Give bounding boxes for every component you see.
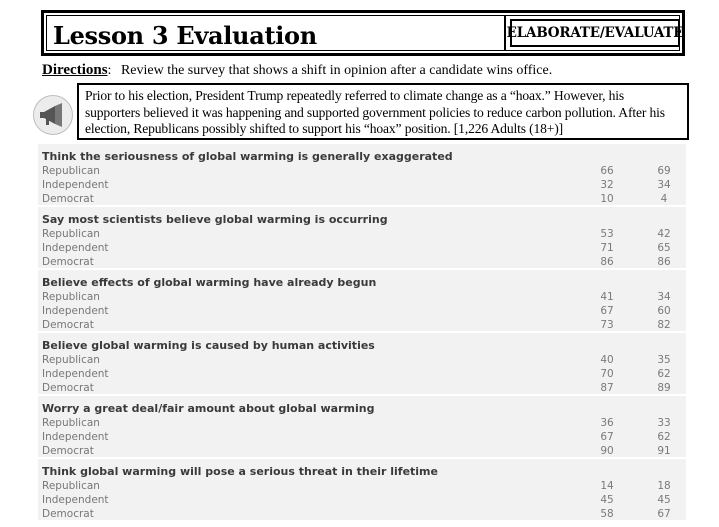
table-row — [38, 368, 686, 382]
table-row — [38, 382, 686, 396]
table-row — [38, 291, 686, 305]
table-row — [38, 179, 686, 193]
question-block — [38, 459, 686, 520]
before-value: 87 — [600, 382, 614, 394]
table-row — [38, 305, 686, 319]
after-value: 34 — [657, 291, 671, 303]
party-label: Democrat — [42, 319, 94, 331]
before-value: 41 — [600, 291, 614, 303]
after-value: 62 — [657, 431, 671, 443]
after-value: 34 — [657, 179, 671, 191]
header-frame — [46, 15, 684, 51]
party-label: Independent — [42, 179, 109, 191]
table-row — [38, 445, 686, 459]
before-value: 73 — [600, 319, 614, 331]
before-value: 90 — [600, 445, 614, 457]
question-title: Say most scientists believe global warming is occurring — [42, 213, 388, 226]
after-value: 4 — [660, 193, 668, 205]
after-value: 69 — [657, 165, 671, 177]
before-value: 71 — [600, 242, 614, 254]
question-title: Think the seriousness of global warming is generally exaggerated — [42, 150, 453, 163]
question-block — [38, 207, 686, 268]
party-label: Independent — [42, 242, 109, 254]
after-value: 60 — [657, 305, 671, 317]
page-title: Lesson 3 Evaluation — [53, 21, 317, 50]
before-value: 10 — [600, 193, 614, 205]
after-value: 42 — [657, 228, 671, 240]
question-block — [38, 144, 686, 205]
party-label: Republican — [42, 291, 100, 303]
before-value: 32 — [600, 179, 614, 191]
after-value: 89 — [657, 382, 671, 394]
context-box: Prior to his election, President Trump repeatedly referred to climate change as a “hoax.” However, his supporters believed it was happening and supported government policies to reduce carbon pollution. After his election, Republicans possibly shifted to support his “hoax” position. [1,226 Adults (18+)] — [77, 83, 689, 140]
party-label: Democrat — [42, 193, 94, 205]
party-label: Independent — [42, 368, 109, 380]
question-block — [38, 333, 686, 394]
before-value: 58 — [600, 508, 614, 520]
survey-table — [38, 144, 686, 520]
before-value: 86 — [600, 256, 614, 268]
before-value: 67 — [600, 305, 614, 317]
after-value: 18 — [657, 480, 671, 492]
party-label: Democrat — [42, 445, 94, 457]
party-label: Independent — [42, 494, 109, 506]
table-row — [38, 256, 686, 270]
table-row — [38, 508, 686, 522]
directions — [42, 62, 552, 79]
after-value: 67 — [657, 508, 671, 520]
party-label: Independent — [42, 305, 109, 317]
party-label: Republican — [42, 165, 100, 177]
question-block — [38, 396, 686, 457]
question-title: Believe effects of global warming have already begun — [42, 276, 377, 289]
after-value: 91 — [657, 445, 671, 457]
after-value: 33 — [657, 417, 671, 429]
after-value: 35 — [657, 354, 671, 366]
party-label: Democrat — [42, 256, 94, 268]
party-label: Democrat — [42, 508, 94, 520]
before-value: 70 — [600, 368, 614, 380]
before-value: 45 — [600, 494, 614, 506]
directions-text: Review the survey that shows a shift in opinion after a candidate wins office. — [120, 63, 553, 78]
table-row — [38, 319, 686, 333]
after-value: 82 — [657, 319, 671, 331]
after-value: 65 — [657, 242, 671, 254]
party-label: Republican — [42, 354, 100, 366]
party-label: Democrat — [42, 382, 94, 394]
before-value: 53 — [600, 228, 614, 240]
lesson-header — [41, 10, 685, 56]
question-block — [38, 270, 686, 331]
after-value: 62 — [657, 368, 671, 380]
before-value: 66 — [600, 165, 614, 177]
megaphone-icon — [33, 95, 73, 135]
party-label: Republican — [42, 417, 100, 429]
before-value: 67 — [600, 431, 614, 443]
question-title: Believe global warming is caused by human activities — [42, 339, 375, 352]
table-row — [38, 354, 686, 368]
directions-colon: : — [107, 63, 112, 78]
table-row — [38, 480, 686, 494]
directions-label: Directions — [42, 62, 108, 78]
table-row — [38, 417, 686, 431]
table-row — [38, 193, 686, 207]
party-label: Republican — [42, 480, 100, 492]
party-label: Republican — [42, 228, 100, 240]
table-row — [38, 431, 686, 445]
party-label: Independent — [42, 431, 109, 443]
before-value: 40 — [600, 354, 614, 366]
question-title: Think global warming will pose a serious threat in their lifetime — [42, 465, 438, 478]
after-value: 45 — [657, 494, 671, 506]
section-tag: ELABORATE/EVALUATE — [510, 19, 680, 47]
table-row — [38, 165, 686, 179]
table-row — [38, 242, 686, 256]
after-value: 86 — [657, 256, 671, 268]
megaphone-icon-graphic — [38, 102, 68, 128]
before-value: 14 — [600, 480, 614, 492]
question-title: Worry a great deal/fair amount about global warming — [42, 402, 375, 415]
table-row — [38, 228, 686, 242]
before-value: 36 — [600, 417, 614, 429]
table-row — [38, 494, 686, 508]
